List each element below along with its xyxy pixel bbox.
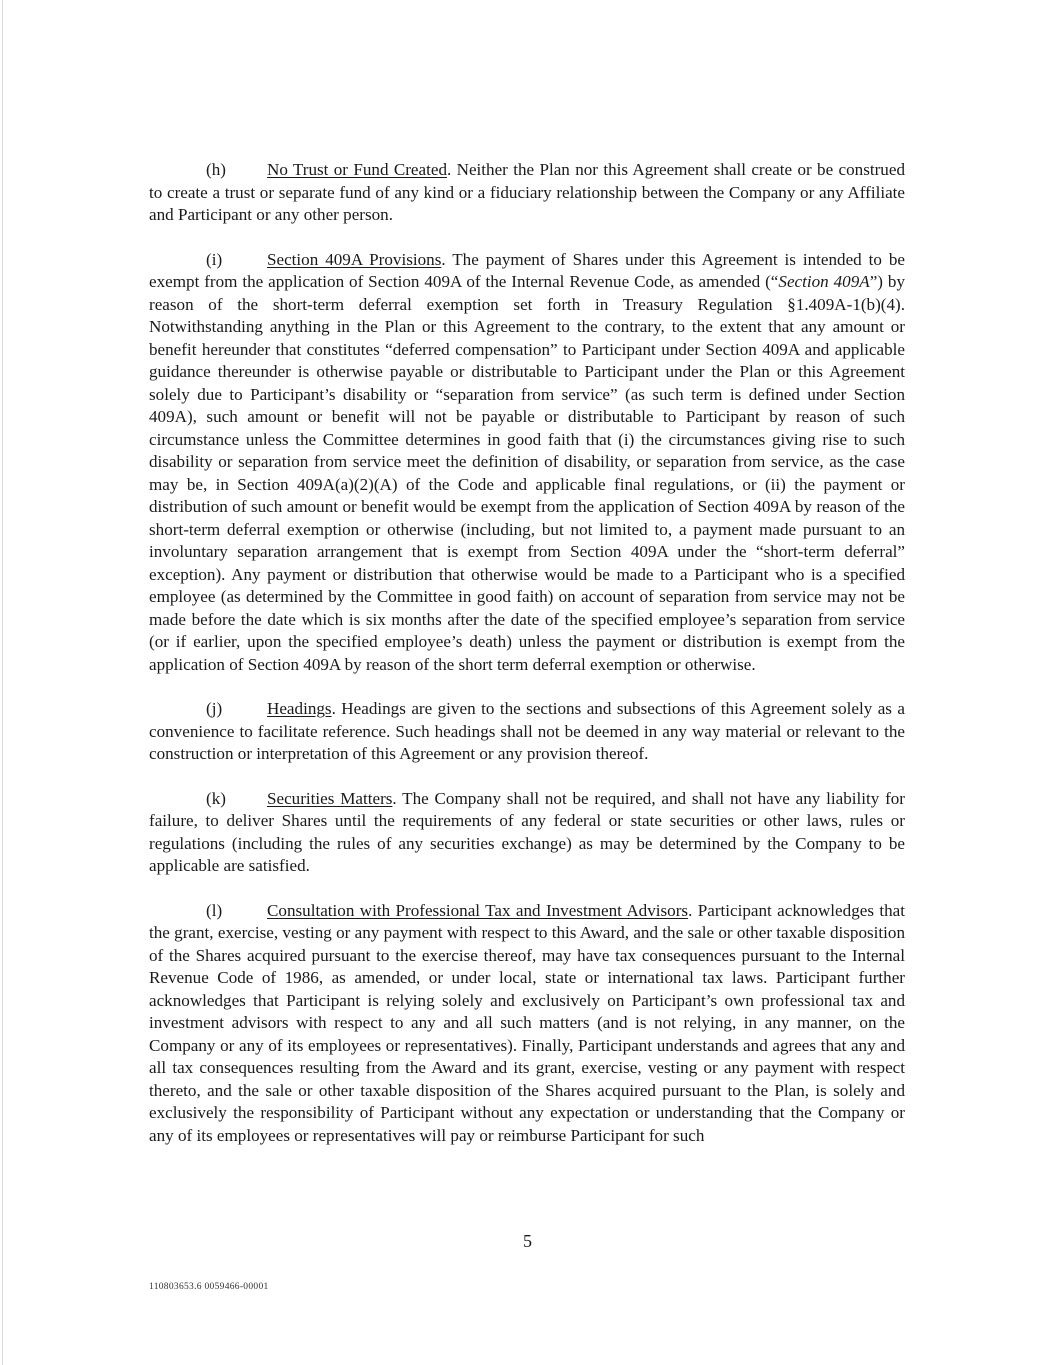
document-id-footer: 110803653.6 0059466-00001: [149, 1282, 269, 1292]
section-j: [149, 698, 905, 766]
section-label: (k): [206, 788, 226, 808]
section-label: (l): [206, 900, 223, 920]
section-label: (h): [206, 160, 226, 179]
section-h: [149, 159, 905, 227]
section-body: . Participant acknowledges that the grant, exercise, vesting or any payment with respect to this Award, and the sale or other taxable disposition of the Shares acquired pursuant to the exercise thereof, may have tax consequences pursuant to the Internal Revenue Code of 1986, as amended, or under local, state or international tax laws. Participant further acknowledges that Participant is relying solely and exclusively on Participant’s own professional tax and investment advisors with respect to any and all such matters (and is not relying, in any manner, on the Company or any of its employees or representatives). Finally, Participant understands and agrees that any and all tax consequences resulting from the Award and its grant, exercise, vesting or any payment with respect thereto, and the sale or other taxable disposition of the Shares acquired pursuant to the Plan, is solely and exclusively the responsibility of Participant without any expectation or understanding that the Company or any of its employees or representatives will pay or reimburse Participant for such: [149, 900, 905, 1145]
section-l: [149, 900, 905, 1148]
section-body: . Headings are given to the sections and subsections of this Agreement solely as a convenience to facilitate reference. Such headings shall not be deemed in any way material or relevant to the construction or interpretation of this Agreement or any provision thereof.: [149, 699, 905, 763]
section-label: (i): [206, 249, 223, 269]
section-i: [149, 249, 905, 677]
section-k: [149, 788, 905, 878]
section-heading: Section 409A Provisions: [267, 249, 442, 269]
section-body-cont: ”) by reason of the short-term deferral exemption set forth in Treasury Regulation §1.409A-1(b)(4). Notwithstanding anything in the Plan or this Agreement to the contrary, to the extent that any amount or benefit hereunder that constitutes “deferred compensation” to Participant under Section 409A and applicable guidance thereunder is otherwise payable or distributable to Participant under the Plan or this Agreement solely due to Participant’s disability or “separation from service” (as such term is defined under Section 409A), such amount or benefit will not be payable or distributable to Participant by reason of such circumstance unless the Committee determines in good faith that (i) the circumstances giving rise to such disability or separation from service meet the definition of disability, or separation from service, as the case may be, in Section 409A(a)(2)(A) of the Code and applicable final regulations, or (ii) the payment or distribution of such amount or benefit would be exempt from the application of Section 409A by reason of the short-term deferral exemption or otherwise (including, but not limited to, a payment made pursuant to an involuntary separation arrangement that is exempt from Section 409A under the “short-term deferral” exception). Any payment or distribution that otherwise would be made to a Participant who is a specified employee (as determined by the Committee in good faith) on account of separation from service may not be made before the date which is six months after the date of the specified employee’s separation from service (or if earlier, upon the specified employee’s death) unless the payment or distribution is exempt from the application of Section 409A by reason of the short term deferral exemption or otherwise.: [149, 272, 905, 674]
section-heading: Consultation with Professional Tax and Investment Advisors: [267, 900, 689, 920]
section-body: . Neither the Plan nor this Agreement shall create or be construed to create a trust or separate fund of any kind or a fiduciary relationship between the Company or any Affiliate and Participant or any other person.: [149, 160, 905, 224]
section-body: . The Company shall not be required, and shall not have any liability for failure, to deliver Shares until the requirements of any federal or state securities or other laws, rules or regulations (including the rules of any securities exchange) as may be determined by the Company to be applicable are satisfied.: [149, 788, 905, 875]
section-heading: Headings: [267, 699, 332, 718]
section-heading: No Trust or Fund Created: [267, 160, 447, 179]
section-body: . The payment of Shares under this Agreement is intended to be exempt from the application of Section 409A of the Internal Revenue Code, as amended (“: [149, 249, 905, 291]
page-edge-rule: [2, 0, 3, 1365]
section-heading: Securities Matters: [267, 788, 393, 808]
defined-term: Section 409A: [778, 272, 870, 291]
document-body: [149, 159, 905, 1169]
page-number: 5: [523, 1231, 532, 1251]
section-label: (j): [206, 699, 223, 718]
